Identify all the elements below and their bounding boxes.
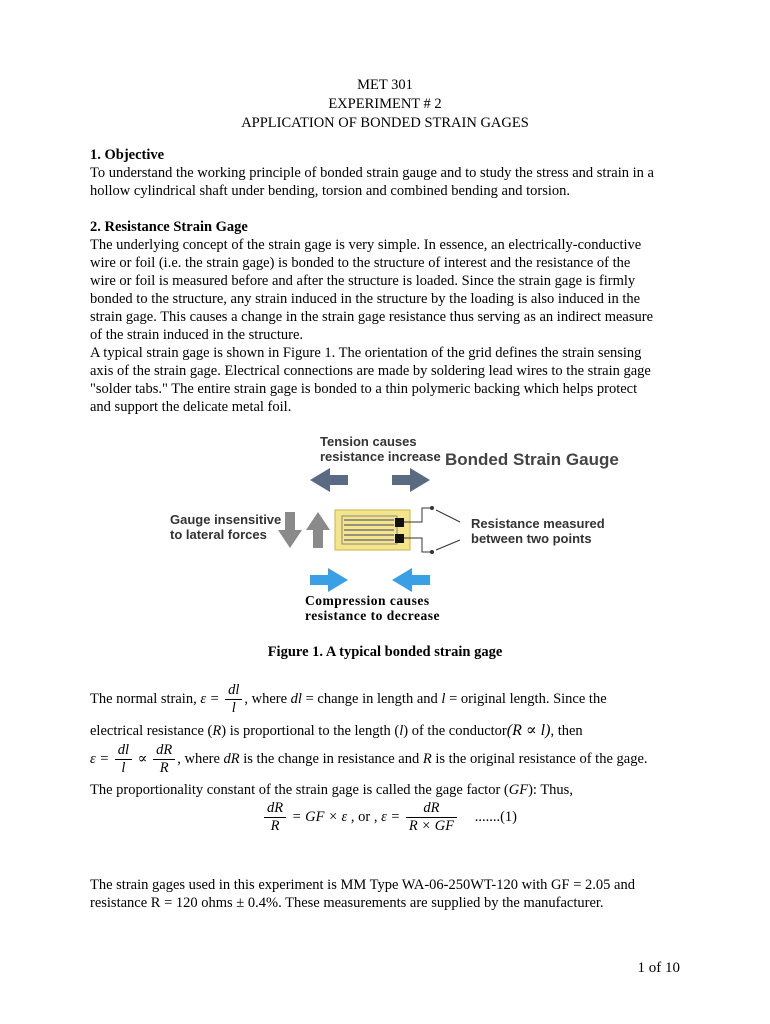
lateral-label: Gauge insensitive to lateral forces <box>170 512 282 542</box>
measurement-pointer-top <box>436 510 460 522</box>
resistance-measured-label: Resistance measured between two points <box>471 516 605 546</box>
measurement-pointer-bottom <box>436 540 460 550</box>
equation-number: .......(1) <box>474 808 517 825</box>
resistance-line: wire or foil (i.e. the strain gage) is bonded to the structure of interest and the resistance of the <box>90 255 631 271</box>
resistance-line: A typical strain gage is shown in Figure 1. The orientation of the grid defines the strain sensing <box>90 345 642 361</box>
resistance-line: The underlying concept of the strain gage is very simple. In essence, an electrically-conductive <box>90 237 642 253</box>
resistance-line: and support the delicate metal foil. <box>90 399 292 415</box>
gage-factor-line: The proportionality constant of the strain gage is called the gage factor (GF): Thus, <box>90 782 573 798</box>
resistance-section <box>90 218 690 416</box>
course-code: MET 301 <box>357 77 413 93</box>
dl-over-l-fraction: $\frac{dl}{l}$ <box>225 682 242 717</box>
document-header <box>0 76 770 133</box>
strain-proportional-line: ε = $\frac{dl}{l}$ ∝ $\frac{dR}{R}$ , where dR is the change in resistance and R is the original resistance of the gage. <box>90 742 648 776</box>
lateral-arrow-down-icon <box>278 512 302 548</box>
closing-paragraph <box>90 876 690 912</box>
objective-line: hollow cylindrical shaft under bending, torsion and combined bending and torsion. <box>90 183 571 199</box>
resistance-line: of the strain induced in the structure. <box>90 327 304 343</box>
figure-caption: Figure 1. A typical bonded strain gage <box>267 644 503 660</box>
page-number: 1 of 10 <box>637 960 680 976</box>
tension-arrow-left-icon <box>310 468 348 492</box>
strain-gauge-figure <box>160 430 620 630</box>
resistance-line: strain gage. This causes a change in the strain gage resistance thus serving as an indirect measure <box>90 309 654 325</box>
closing-line: resistance R = 120 ohms ± 0.4%. These measurements are supplied by the manufacturer. <box>90 895 604 911</box>
objective-section <box>90 146 690 200</box>
normal-strain-line: The normal strain, ε = $\frac{dl}{l}$ , where dl = change in length and l = original length. Since the <box>90 682 607 716</box>
gage-factor-equation: $\frac{dR}{R}$ = GF × ε , or , ε = $\frac{dR}{R \times GF}$ .......(1) <box>262 800 517 835</box>
document-title: APPLICATION OF BONDED STRAIN GAGES <box>241 115 529 131</box>
resistance-line: "solder tabs." The entire strain gage is bonded to a thin polymeric backing which helps protect <box>90 381 638 397</box>
strain-gauge-grid <box>335 510 410 550</box>
resistance-heading: 2. Resistance Strain Gage <box>90 219 248 235</box>
compression-arrow-left-icon <box>392 568 430 592</box>
compression-arrow-right-icon <box>310 568 348 592</box>
resistance-line: wire or foil is measured before and after the structure is loaded. Since the strain gage is firmly <box>90 273 636 289</box>
resistance-proportional-line: electrical resistance (R) is proportional to the length (l) of the conductor(R ∝ l), then <box>90 722 583 739</box>
experiment-number: EXPERIMENT # 2 <box>328 96 442 112</box>
lateral-arrow-up-icon <box>306 512 330 548</box>
tension-label: Tension causes resistance increase <box>320 434 441 464</box>
closing-line: The strain gages used in this experiment is MM Type WA-06-250WT-120 with GF = 2.05 and <box>90 877 635 893</box>
tension-arrow-right-icon <box>392 468 430 492</box>
resistance-line: bonded to the structure, any strain induced in the structure by the loading is also induced in the <box>90 291 641 307</box>
objective-line: To understand the working principle of bonded strain gauge and to study the stress and strain in a <box>90 165 654 181</box>
figure-title-label: Bonded Strain Gauge <box>445 450 619 469</box>
compression-label: Compression causes resistance to decrease <box>305 593 440 623</box>
objective-heading: 1. Objective <box>90 147 165 163</box>
resistance-line: axis of the strain gage. Electrical connections are made by soldering lead wires to the strain gage <box>90 363 651 379</box>
